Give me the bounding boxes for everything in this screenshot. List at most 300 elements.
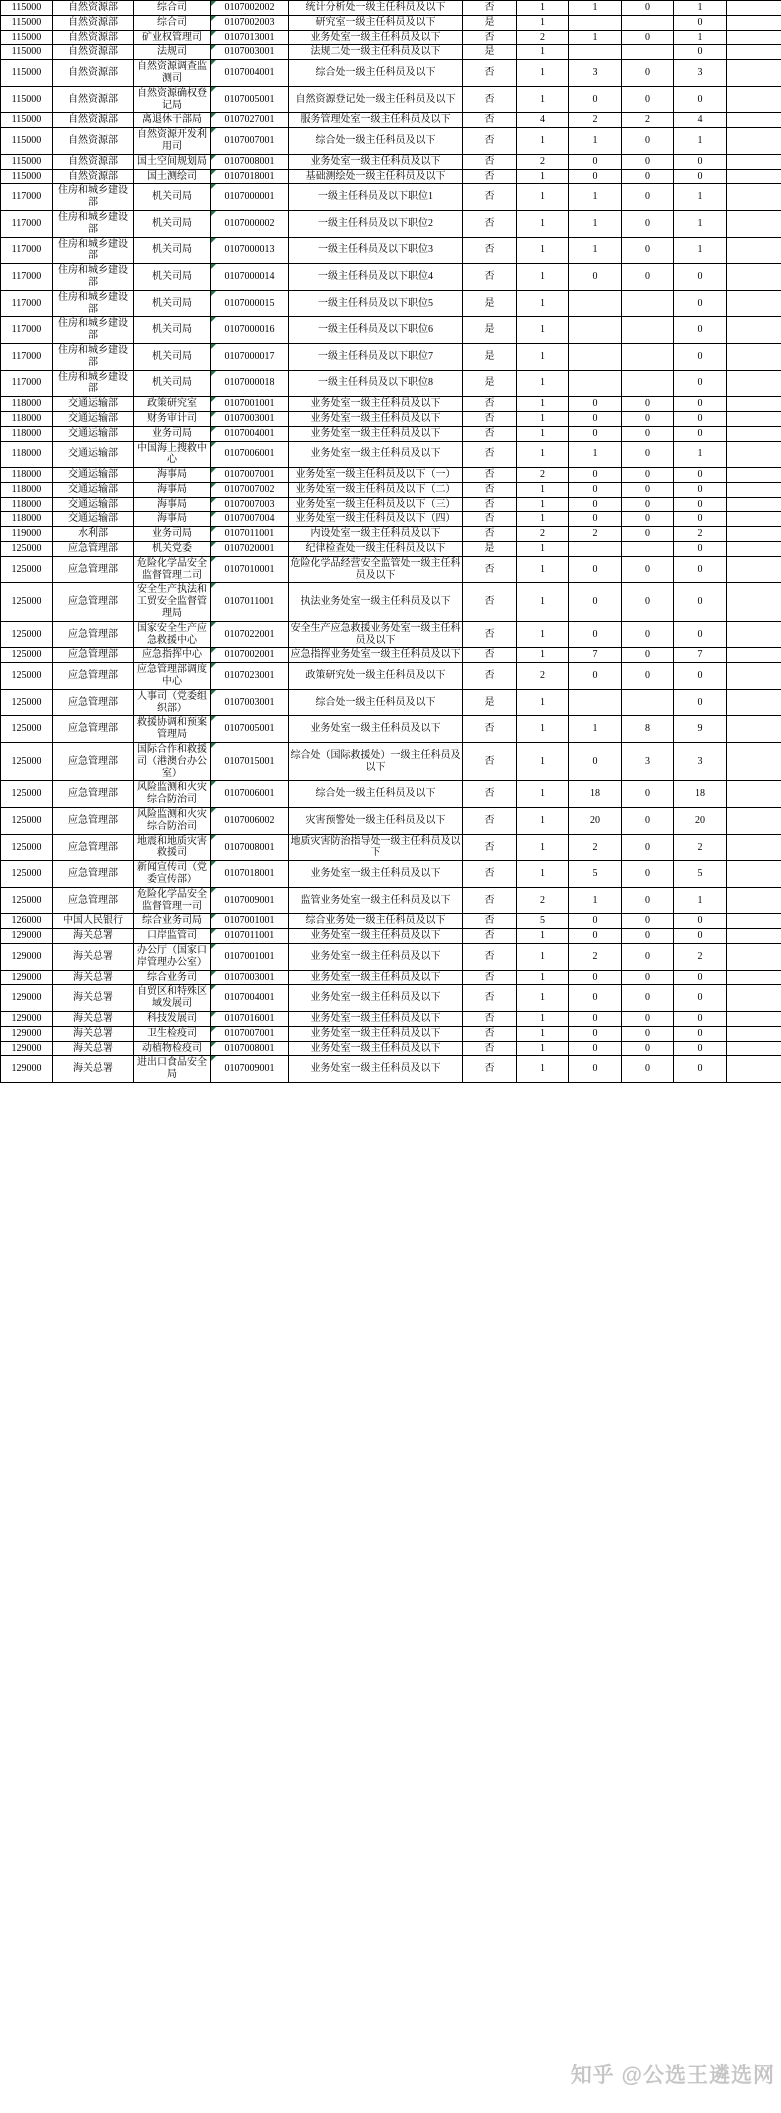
cell-department-name[interactable]: 应急管理部: [53, 663, 134, 690]
cell-bureau[interactable]: 安全生产执法和工贸安全监督管理局: [134, 583, 211, 621]
cell-bureau[interactable]: 科技发展司: [134, 1011, 211, 1026]
cell-position-code[interactable]: 0107004001: [211, 985, 289, 1012]
cell-bureau[interactable]: 人事司（党委组织部）: [134, 689, 211, 716]
cell-position-name[interactable]: 业务处室一级主任科员及以下（一）: [289, 468, 463, 483]
cell-department-name[interactable]: 海关总署: [53, 1041, 134, 1056]
cell-applied-count[interactable]: 0: [569, 1056, 622, 1083]
cell-test-flag[interactable]: 否: [463, 583, 517, 621]
cell-extra[interactable]: [727, 1056, 781, 1083]
cell-bureau[interactable]: 机关司局: [134, 370, 211, 397]
cell-applied-count[interactable]: 1: [569, 128, 622, 155]
table-row[interactable]: [1, 929, 781, 944]
table-row[interactable]: [1, 943, 781, 970]
cell-position-name[interactable]: 纪律检查处一级主任科员及以下: [289, 542, 463, 557]
cell-total-count[interactable]: 3: [674, 60, 727, 87]
cell-extra[interactable]: [727, 210, 781, 237]
cell-plan-count[interactable]: 1: [517, 743, 569, 781]
cell-total-count[interactable]: 2: [674, 527, 727, 542]
cell-position-code[interactable]: 0107007001: [211, 468, 289, 483]
cell-position-name[interactable]: 业务处室一级主任科员及以下: [289, 397, 463, 412]
cell-department-code[interactable]: 117000: [1, 343, 53, 370]
cell-position-code[interactable]: 0107011001: [211, 527, 289, 542]
cell-position-name[interactable]: 内设处室一级主任科员及以下: [289, 527, 463, 542]
cell-position-code[interactable]: 0107004001: [211, 60, 289, 87]
cell-applied-count[interactable]: 0: [569, 397, 622, 412]
cell-position-name[interactable]: 研究室一级主任科员及以下: [289, 15, 463, 30]
table-row[interactable]: [1, 834, 781, 861]
cell-test-flag[interactable]: 否: [463, 1041, 517, 1056]
cell-position-name[interactable]: 综合处一级主任科员及以下: [289, 128, 463, 155]
cell-department-code[interactable]: 115000: [1, 15, 53, 30]
cell-position-name[interactable]: 监管业务处室一级主任科员及以下: [289, 887, 463, 914]
cell-position-name[interactable]: 统计分析处一级主任科员及以下: [289, 1, 463, 16]
cell-plan-count[interactable]: 1: [517, 290, 569, 317]
cell-department-code[interactable]: 125000: [1, 808, 53, 835]
cell-test-flag[interactable]: 否: [463, 497, 517, 512]
cell-extra[interactable]: [727, 663, 781, 690]
cell-department-code[interactable]: 117000: [1, 264, 53, 291]
cell-total-count[interactable]: 0: [674, 1026, 727, 1041]
cell-position-code[interactable]: 0107000002: [211, 210, 289, 237]
table-row[interactable]: [1, 743, 781, 781]
cell-department-code[interactable]: 118000: [1, 468, 53, 483]
cell-applied-count[interactable]: 1: [569, 184, 622, 211]
cell-extra[interactable]: [727, 743, 781, 781]
cell-position-code[interactable]: 0107003001: [211, 689, 289, 716]
cell-test-flag[interactable]: 否: [463, 943, 517, 970]
cell-total-count[interactable]: 0: [674, 370, 727, 397]
cell-plan-count[interactable]: 1: [517, 411, 569, 426]
cell-test-flag[interactable]: 是: [463, 689, 517, 716]
cell-plan-count[interactable]: 1: [517, 1041, 569, 1056]
cell-bureau[interactable]: 国土空间规划局: [134, 154, 211, 169]
cell-position-code[interactable]: 0107013001: [211, 30, 289, 45]
cell-position-name[interactable]: 法规二处一级主任科员及以下: [289, 45, 463, 60]
table-row[interactable]: [1, 290, 781, 317]
cell-plan-count[interactable]: 1: [517, 343, 569, 370]
cell-bureau[interactable]: 离退休干部局: [134, 113, 211, 128]
table-row[interactable]: [1, 370, 781, 397]
cell-department-code[interactable]: 117000: [1, 317, 53, 344]
cell-department-code[interactable]: 118000: [1, 497, 53, 512]
cell-department-name[interactable]: 应急管理部: [53, 861, 134, 888]
cell-extra[interactable]: [727, 887, 781, 914]
cell-bureau[interactable]: 政策研究室: [134, 397, 211, 412]
cell-total-count[interactable]: 1: [674, 30, 727, 45]
table-row[interactable]: [1, 30, 781, 45]
cell-department-code[interactable]: 125000: [1, 861, 53, 888]
cell-pending-count[interactable]: [622, 689, 674, 716]
cell-plan-count[interactable]: 1: [517, 556, 569, 583]
cell-plan-count[interactable]: 1: [517, 542, 569, 557]
table-row[interactable]: [1, 648, 781, 663]
cell-bureau[interactable]: 机关司局: [134, 237, 211, 264]
table-row[interactable]: [1, 441, 781, 468]
table-row[interactable]: [1, 45, 781, 60]
cell-position-name[interactable]: 基础测绘处一级主任科员及以下: [289, 169, 463, 184]
cell-department-code[interactable]: 126000: [1, 914, 53, 929]
cell-pending-count[interactable]: 0: [622, 663, 674, 690]
cell-extra[interactable]: [727, 264, 781, 291]
cell-department-name[interactable]: 住房和城乡建设部: [53, 370, 134, 397]
cell-extra[interactable]: [727, 943, 781, 970]
cell-total-count[interactable]: 0: [674, 689, 727, 716]
cell-bureau[interactable]: 自贸区和特殊区域发展司: [134, 985, 211, 1012]
cell-total-count[interactable]: 9: [674, 716, 727, 743]
cell-department-code[interactable]: 119000: [1, 527, 53, 542]
table-row[interactable]: [1, 237, 781, 264]
cell-department-name[interactable]: 自然资源部: [53, 30, 134, 45]
cell-applied-count[interactable]: 0: [569, 621, 622, 648]
cell-applied-count[interactable]: 0: [569, 86, 622, 113]
cell-extra[interactable]: [727, 914, 781, 929]
cell-pending-count[interactable]: [622, 542, 674, 557]
cell-position-code[interactable]: 0107007003: [211, 497, 289, 512]
cell-applied-count[interactable]: 0: [569, 169, 622, 184]
cell-bureau[interactable]: 地震和地质灾害救援司: [134, 834, 211, 861]
cell-total-count[interactable]: 0: [674, 542, 727, 557]
cell-test-flag[interactable]: 否: [463, 716, 517, 743]
cell-pending-count[interactable]: 0: [622, 30, 674, 45]
cell-total-count[interactable]: 0: [674, 45, 727, 60]
cell-department-code[interactable]: 118000: [1, 482, 53, 497]
cell-bureau[interactable]: 综合司: [134, 15, 211, 30]
cell-plan-count[interactable]: 1: [517, 781, 569, 808]
cell-department-name[interactable]: 交通运输部: [53, 468, 134, 483]
cell-pending-count[interactable]: 0: [622, 86, 674, 113]
cell-plan-count[interactable]: 4: [517, 113, 569, 128]
cell-test-flag[interactable]: 否: [463, 397, 517, 412]
cell-position-name[interactable]: 服务管理处室一级主任科员及以下: [289, 113, 463, 128]
cell-bureau[interactable]: 综合业务司: [134, 970, 211, 985]
cell-position-code[interactable]: 0107008001: [211, 1041, 289, 1056]
cell-total-count[interactable]: 1: [674, 184, 727, 211]
cell-plan-count[interactable]: 1: [517, 512, 569, 527]
cell-total-count[interactable]: 0: [674, 86, 727, 113]
cell-applied-count[interactable]: 18: [569, 781, 622, 808]
cell-test-flag[interactable]: 否: [463, 426, 517, 441]
cell-bureau[interactable]: 机关司局: [134, 264, 211, 291]
cell-position-name[interactable]: 业务处室一级主任科员及以下: [289, 1026, 463, 1041]
cell-test-flag[interactable]: 否: [463, 556, 517, 583]
cell-department-code[interactable]: 129000: [1, 1041, 53, 1056]
cell-position-code[interactable]: 0107006002: [211, 808, 289, 835]
cell-pending-count[interactable]: 0: [622, 512, 674, 527]
cell-test-flag[interactable]: 否: [463, 929, 517, 944]
cell-test-flag[interactable]: 否: [463, 30, 517, 45]
cell-test-flag[interactable]: 否: [463, 861, 517, 888]
cell-total-count[interactable]: 4: [674, 113, 727, 128]
cell-bureau[interactable]: 机关司局: [134, 343, 211, 370]
cell-extra[interactable]: [727, 30, 781, 45]
cell-position-code[interactable]: 0107011001: [211, 929, 289, 944]
cell-extra[interactable]: [727, 929, 781, 944]
cell-department-code[interactable]: 125000: [1, 887, 53, 914]
table-row[interactable]: [1, 411, 781, 426]
cell-department-code[interactable]: 118000: [1, 441, 53, 468]
cell-bureau[interactable]: 风险监测和火灾综合防治司: [134, 781, 211, 808]
cell-department-name[interactable]: 应急管理部: [53, 743, 134, 781]
cell-plan-count[interactable]: 1: [517, 317, 569, 344]
cell-applied-count[interactable]: 0: [569, 411, 622, 426]
cell-test-flag[interactable]: 否: [463, 663, 517, 690]
cell-total-count[interactable]: 0: [674, 317, 727, 344]
cell-department-name[interactable]: 海关总署: [53, 943, 134, 970]
cell-position-name[interactable]: 一级主任科员及以下职位5: [289, 290, 463, 317]
cell-test-flag[interactable]: 是: [463, 370, 517, 397]
cell-position-name[interactable]: 业务处室一级主任科员及以下: [289, 1011, 463, 1026]
cell-test-flag[interactable]: 否: [463, 970, 517, 985]
cell-bureau[interactable]: 危险化学品安全监督管理二司: [134, 556, 211, 583]
cell-bureau[interactable]: 应急指挥中心: [134, 648, 211, 663]
cell-position-code[interactable]: 0107002001: [211, 648, 289, 663]
cell-applied-count[interactable]: 1: [569, 1, 622, 16]
cell-applied-count[interactable]: 1: [569, 210, 622, 237]
cell-extra[interactable]: [727, 128, 781, 155]
cell-bureau[interactable]: 财务审计司: [134, 411, 211, 426]
cell-pending-count[interactable]: [622, 45, 674, 60]
cell-applied-count[interactable]: [569, 542, 622, 557]
cell-position-name[interactable]: 业务处室一级主任科员及以下（二）: [289, 482, 463, 497]
table-row[interactable]: [1, 264, 781, 291]
cell-department-name[interactable]: 海关总署: [53, 985, 134, 1012]
cell-extra[interactable]: [727, 527, 781, 542]
cell-position-name[interactable]: 业务处室一级主任科员及以下: [289, 30, 463, 45]
cell-position-name[interactable]: 应急指挥业务处室一级主任科员及以下: [289, 648, 463, 663]
cell-total-count[interactable]: 0: [674, 497, 727, 512]
table-row[interactable]: [1, 556, 781, 583]
cell-bureau[interactable]: 业务司局: [134, 527, 211, 542]
cell-bureau[interactable]: 动植物检疫司: [134, 1041, 211, 1056]
cell-department-name[interactable]: 应急管理部: [53, 887, 134, 914]
cell-plan-count[interactable]: 1: [517, 985, 569, 1012]
cell-test-flag[interactable]: 否: [463, 985, 517, 1012]
cell-extra[interactable]: [727, 716, 781, 743]
cell-plan-count[interactable]: 1: [517, 1056, 569, 1083]
cell-plan-count[interactable]: 1: [517, 86, 569, 113]
cell-applied-count[interactable]: 0: [569, 556, 622, 583]
cell-bureau[interactable]: 海事局: [134, 468, 211, 483]
table-row[interactable]: [1, 781, 781, 808]
cell-extra[interactable]: [727, 45, 781, 60]
cell-department-name[interactable]: 住房和城乡建设部: [53, 210, 134, 237]
cell-pending-count[interactable]: [622, 317, 674, 344]
cell-department-name[interactable]: 交通运输部: [53, 497, 134, 512]
cell-bureau[interactable]: 口岸监管司: [134, 929, 211, 944]
cell-position-code[interactable]: 0107027001: [211, 113, 289, 128]
cell-position-code[interactable]: 0107007002: [211, 482, 289, 497]
table-row[interactable]: [1, 426, 781, 441]
cell-department-code[interactable]: 115000: [1, 60, 53, 87]
cell-department-name[interactable]: 自然资源部: [53, 60, 134, 87]
cell-applied-count[interactable]: 1: [569, 716, 622, 743]
cell-plan-count[interactable]: 1: [517, 861, 569, 888]
cell-test-flag[interactable]: 否: [463, 1056, 517, 1083]
cell-applied-count[interactable]: 0: [569, 929, 622, 944]
cell-extra[interactable]: [727, 397, 781, 412]
cell-total-count[interactable]: 3: [674, 743, 727, 781]
cell-pending-count[interactable]: 0: [622, 60, 674, 87]
cell-bureau[interactable]: 中国海上搜救中心: [134, 441, 211, 468]
cell-test-flag[interactable]: 否: [463, 648, 517, 663]
table-row[interactable]: [1, 1011, 781, 1026]
cell-plan-count[interactable]: 1: [517, 237, 569, 264]
cell-total-count[interactable]: 1: [674, 210, 727, 237]
cell-bureau[interactable]: 国际合作和救援司（港澳台办公室）: [134, 743, 211, 781]
cell-department-name[interactable]: 应急管理部: [53, 834, 134, 861]
cell-extra[interactable]: [727, 621, 781, 648]
cell-department-code[interactable]: 129000: [1, 943, 53, 970]
cell-test-flag[interactable]: 是: [463, 343, 517, 370]
table-row[interactable]: [1, 60, 781, 87]
cell-position-name[interactable]: 业务处室一级主任科员及以下: [289, 970, 463, 985]
cell-extra[interactable]: [727, 861, 781, 888]
cell-applied-count[interactable]: 0: [569, 1041, 622, 1056]
cell-position-name[interactable]: 业务处室一级主任科员及以下: [289, 426, 463, 441]
cell-extra[interactable]: [727, 583, 781, 621]
cell-test-flag[interactable]: 否: [463, 914, 517, 929]
table-row[interactable]: [1, 1056, 781, 1083]
cell-total-count[interactable]: 2: [674, 943, 727, 970]
cell-department-name[interactable]: 住房和城乡建设部: [53, 317, 134, 344]
cell-bureau[interactable]: 救援协调和预案管理局: [134, 716, 211, 743]
cell-position-code[interactable]: 0107001001: [211, 943, 289, 970]
cell-total-count[interactable]: 20: [674, 808, 727, 835]
cell-pending-count[interactable]: [622, 343, 674, 370]
table-row[interactable]: [1, 621, 781, 648]
cell-extra[interactable]: [727, 808, 781, 835]
cell-plan-count[interactable]: 2: [517, 468, 569, 483]
cell-total-count[interactable]: 18: [674, 781, 727, 808]
cell-position-code[interactable]: 0107007004: [211, 512, 289, 527]
cell-department-name[interactable]: 自然资源部: [53, 113, 134, 128]
cell-test-flag[interactable]: 否: [463, 60, 517, 87]
cell-plan-count[interactable]: 1: [517, 648, 569, 663]
cell-applied-count[interactable]: 1: [569, 237, 622, 264]
cell-department-name[interactable]: 自然资源部: [53, 45, 134, 60]
cell-bureau[interactable]: 卫生检疫司: [134, 1026, 211, 1041]
cell-test-flag[interactable]: 否: [463, 468, 517, 483]
cell-position-name[interactable]: 综合处一级主任科员及以下: [289, 689, 463, 716]
cell-applied-count[interactable]: 0: [569, 663, 622, 690]
cell-department-name[interactable]: 水利部: [53, 527, 134, 542]
cell-plan-count[interactable]: 1: [517, 716, 569, 743]
cell-applied-count[interactable]: 0: [569, 482, 622, 497]
cell-department-code[interactable]: 125000: [1, 689, 53, 716]
cell-department-code[interactable]: 125000: [1, 743, 53, 781]
cell-plan-count[interactable]: 2: [517, 887, 569, 914]
cell-position-code[interactable]: 0107002002: [211, 1, 289, 16]
cell-total-count[interactable]: 0: [674, 154, 727, 169]
cell-pending-count[interactable]: 0: [622, 943, 674, 970]
cell-plan-count[interactable]: 1: [517, 441, 569, 468]
cell-position-name[interactable]: 一级主任科员及以下职位6: [289, 317, 463, 344]
cell-position-code[interactable]: 0107015001: [211, 743, 289, 781]
cell-department-name[interactable]: 海关总署: [53, 1056, 134, 1083]
cell-extra[interactable]: [727, 648, 781, 663]
cell-department-code[interactable]: 129000: [1, 929, 53, 944]
cell-department-code[interactable]: 118000: [1, 397, 53, 412]
cell-pending-count[interactable]: 0: [622, 621, 674, 648]
cell-position-code[interactable]: 0107023001: [211, 663, 289, 690]
cell-department-code[interactable]: 125000: [1, 648, 53, 663]
cell-test-flag[interactable]: 否: [463, 210, 517, 237]
cell-total-count[interactable]: 1: [674, 441, 727, 468]
cell-plan-count[interactable]: 1: [517, 426, 569, 441]
cell-total-count[interactable]: 0: [674, 1041, 727, 1056]
cell-extra[interactable]: [727, 343, 781, 370]
cell-pending-count[interactable]: 0: [622, 237, 674, 264]
table-row[interactable]: [1, 527, 781, 542]
cell-test-flag[interactable]: 否: [463, 169, 517, 184]
cell-test-flag[interactable]: 否: [463, 113, 517, 128]
cell-department-code[interactable]: 129000: [1, 1011, 53, 1026]
cell-plan-count[interactable]: 1: [517, 60, 569, 87]
cell-total-count[interactable]: 1: [674, 128, 727, 155]
cell-extra[interactable]: [727, 113, 781, 128]
cell-pending-count[interactable]: 0: [622, 169, 674, 184]
cell-plan-count[interactable]: 1: [517, 45, 569, 60]
cell-applied-count[interactable]: 7: [569, 648, 622, 663]
cell-department-code[interactable]: 117000: [1, 184, 53, 211]
cell-test-flag[interactable]: 是: [463, 290, 517, 317]
cell-extra[interactable]: [727, 482, 781, 497]
cell-pending-count[interactable]: 0: [622, 264, 674, 291]
cell-plan-count[interactable]: 1: [517, 184, 569, 211]
cell-total-count[interactable]: 0: [674, 1056, 727, 1083]
cell-total-count[interactable]: 0: [674, 929, 727, 944]
cell-applied-count[interactable]: 0: [569, 1026, 622, 1041]
cell-position-code[interactable]: 0107006001: [211, 441, 289, 468]
cell-extra[interactable]: [727, 1011, 781, 1026]
cell-bureau[interactable]: 机关司局: [134, 290, 211, 317]
cell-pending-count[interactable]: 0: [622, 583, 674, 621]
cell-total-count[interactable]: 0: [674, 985, 727, 1012]
cell-applied-count[interactable]: 0: [569, 497, 622, 512]
cell-bureau[interactable]: 国土测绘司: [134, 169, 211, 184]
cell-extra[interactable]: [727, 237, 781, 264]
cell-bureau[interactable]: 办公厅（国家口岸管理办公室）: [134, 943, 211, 970]
cell-pending-count[interactable]: 0: [622, 929, 674, 944]
cell-plan-count[interactable]: 2: [517, 154, 569, 169]
cell-department-code[interactable]: 129000: [1, 970, 53, 985]
cell-total-count[interactable]: 1: [674, 1, 727, 16]
cell-pending-count[interactable]: 0: [622, 397, 674, 412]
cell-test-flag[interactable]: 否: [463, 1011, 517, 1026]
cell-plan-count[interactable]: 1: [517, 621, 569, 648]
cell-position-code[interactable]: 0107007001: [211, 128, 289, 155]
cell-department-name[interactable]: 应急管理部: [53, 689, 134, 716]
cell-position-code[interactable]: 0107000017: [211, 343, 289, 370]
cell-position-name[interactable]: 业务处室一级主任科员及以下: [289, 154, 463, 169]
cell-applied-count[interactable]: 0: [569, 468, 622, 483]
cell-test-flag[interactable]: 否: [463, 1, 517, 16]
cell-department-code[interactable]: 125000: [1, 834, 53, 861]
cell-department-code[interactable]: 115000: [1, 1, 53, 16]
cell-department-name[interactable]: 住房和城乡建设部: [53, 264, 134, 291]
cell-department-code[interactable]: 118000: [1, 426, 53, 441]
cell-extra[interactable]: [727, 834, 781, 861]
cell-department-code[interactable]: 129000: [1, 1026, 53, 1041]
cell-applied-count[interactable]: 3: [569, 60, 622, 87]
table-row[interactable]: [1, 970, 781, 985]
cell-pending-count[interactable]: 0: [622, 527, 674, 542]
cell-pending-count[interactable]: 0: [622, 1, 674, 16]
cell-department-name[interactable]: 中国人民银行: [53, 914, 134, 929]
cell-applied-count[interactable]: 1: [569, 887, 622, 914]
table-row[interactable]: [1, 128, 781, 155]
cell-department-name[interactable]: 交通运输部: [53, 411, 134, 426]
